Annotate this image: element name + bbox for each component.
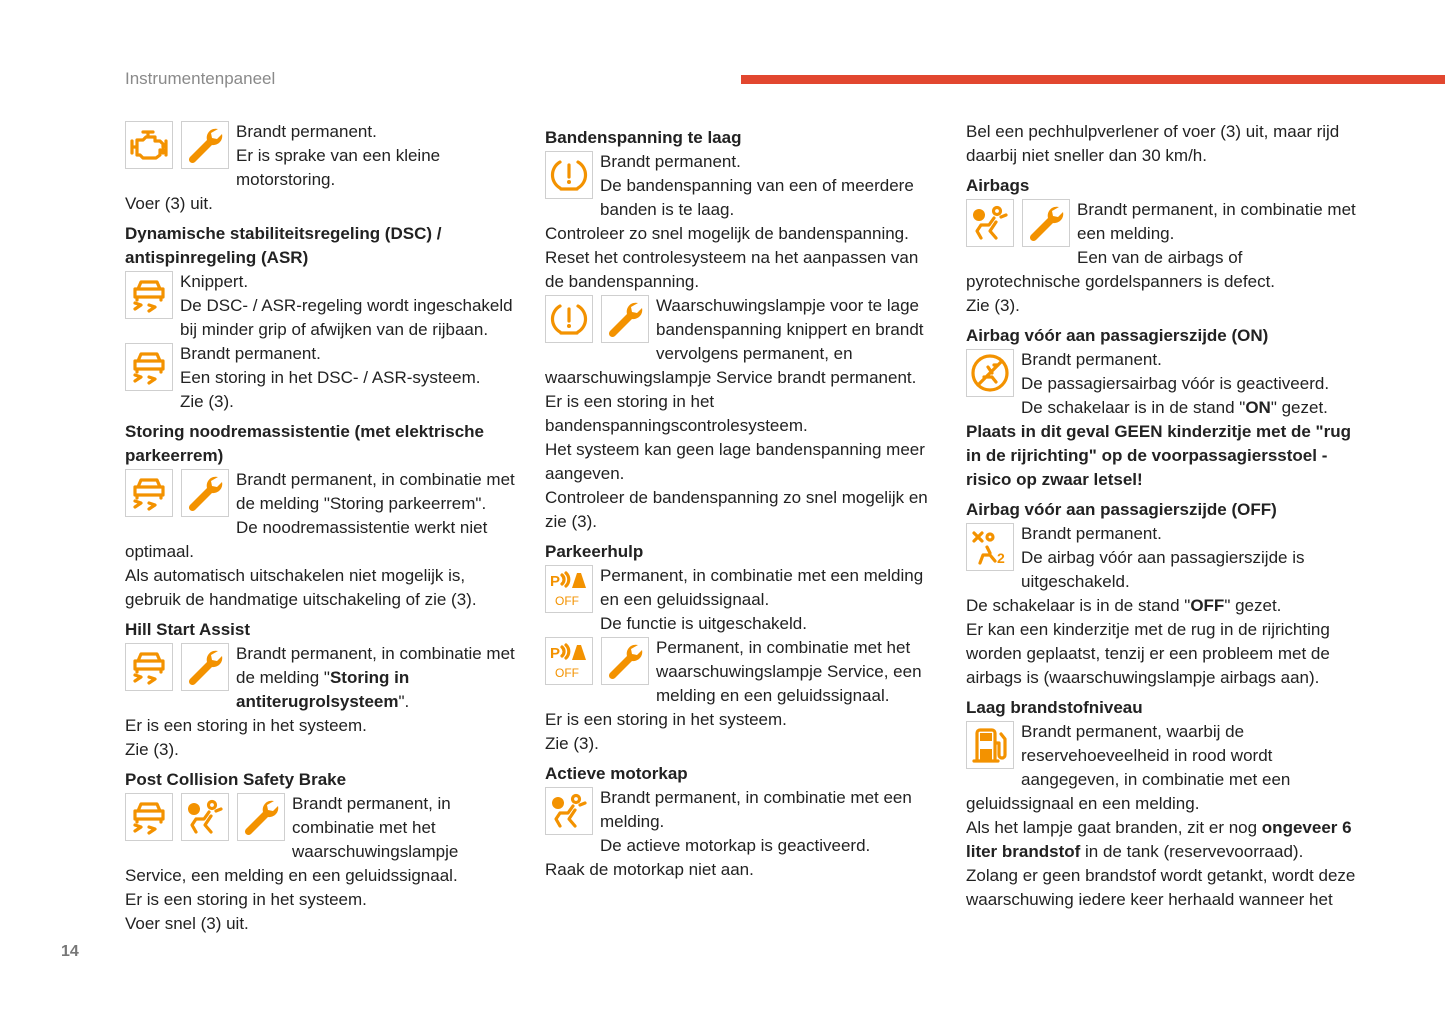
warning-entry [545,636,939,756]
wrench-icon [601,295,649,343]
text-run: Zolang er geen brandstof wordt getankt, wordt deze waarschuwing iedere keer herhaald wanneer het [966,866,1356,909]
text-run: De noodremassistentie werkt niet optimaal. [125,518,488,561]
warning-entry [966,198,1358,318]
section-heading: Hill Start Assist [125,620,251,639]
text-run: Raak de motorkap niet aan. [545,860,754,879]
warning-lamps [545,637,649,685]
text-run: De DSC- / ASR-regeling wordt ingeschakeld bij minder grip of afwijken van de rijbaan. [180,296,513,339]
paragraph [966,618,1358,690]
dsc-icon [125,643,173,691]
text-run: Als automatisch uitschakelen niet mogelijk is, gebruik de handmatige uitschakeling of zie (3). [125,566,477,609]
fuel-icon [966,721,1014,769]
header-accent-bar [741,75,1445,84]
warning-entry [125,270,517,342]
paragraph [545,174,939,222]
warning-lamps [125,643,229,691]
warning-entry [125,468,517,612]
text-run: De schakelaar is in de stand " [966,596,1191,615]
warning-entry [545,294,939,534]
paragraph [966,372,1358,396]
text-run: Brandt permanent. [1021,524,1162,543]
paragraph [966,294,1358,318]
text-run: Het systeem kan geen lage bandenspanning meer aangeven. [545,440,925,483]
text-run: Bel een pechhulpverlener of voer (3) uit, maar rijd daarbij niet sneller dan 30 km/h. [966,122,1340,165]
paragraph [125,294,517,342]
text-run: De passagiersairbag vóór is geactiveerd. [1021,374,1330,393]
column-3 [966,120,1358,912]
airbag-icon [545,787,593,835]
warning-lamps [966,721,1014,769]
text-run: Brandt permanent, in combinatie met een melding. [1077,200,1356,243]
paragraph [966,522,1358,546]
paragraph [545,246,939,294]
warning-entry [966,348,1358,492]
section-heading: Airbag vóór aan passagierszijde (OFF) [966,500,1277,519]
text-run: Er is een storing in het bandenspanningscontrolesysteem. [545,392,808,435]
paragraph [545,486,939,534]
paragraph [966,594,1358,618]
text-run: Er is een storing in het systeem. [125,890,367,909]
text-run: Zie (3). [966,296,1020,315]
warning-entry [125,792,517,936]
text-run: Waarschuwingslampje voor te lage bandenspanning knippert en brandt vervolgens permanent, en waarschuwingslampje Service brandt permanent. [545,296,924,387]
paragraph [545,708,939,732]
text-run: Een van de airbags of pyrotechnische gordelspanners is defect. [966,248,1276,291]
airbag-on-icon [966,349,1014,397]
dsc-icon [125,793,173,841]
paragraph [125,366,517,390]
paragraph [966,420,1358,492]
text-run: Er is een storing in het systeem. [125,716,367,735]
section-heading: Actieve motorkap [545,764,688,783]
dsc-icon [125,469,173,517]
paragraph [125,738,517,762]
warning-lamps [125,121,229,169]
wrench-icon [1022,199,1070,247]
tpms-icon [545,295,593,343]
text-run: De schakelaar is in de stand " [1021,398,1246,417]
text-run: Brandt permanent, in combinatie met de melding "Storing parkeerrem". [236,470,515,513]
text-run: Zie (3). [180,392,234,411]
paragraph [545,858,939,882]
text-run: Brandt permanent. [236,122,377,141]
text-run: Permanent, in combinatie met een melding en een geluidssignaal. [600,566,924,609]
section-heading: Storing noodremassistentie (met elektrische parkeerrem) [125,422,484,465]
text-run: Brandt permanent, waarbij de reservehoeveelheid in rood wordt aangegeven, in combinatie met een geluidssignaal en een melding. [966,722,1291,813]
warning-entry [545,786,939,882]
text-run: Er kan een kinderzitje met de rug in de rijrichting worden geplaatst, tenzij er een probleem met de airbags is (waarschuwingslampje airbags aan). [966,620,1330,687]
tpms-icon [545,151,593,199]
paragraph [966,246,1358,294]
warning-lamps [125,343,173,391]
warning-entry [966,720,1358,912]
text-run: Brandt permanent. [600,152,741,171]
paragraph [545,222,939,246]
text-run: Voer snel (3) uit. [125,914,249,933]
paragraph [125,912,517,936]
text-run: Brandt permanent. [180,344,321,363]
engine-icon [125,121,173,169]
paragraph [125,270,517,294]
section-heading: Bandenspanning te laag [545,128,742,147]
warning-entry [545,150,939,294]
section-heading: Laag brandstofniveau [966,698,1143,717]
paragraph [966,816,1358,864]
text-run: Controleer zo snel mogelijk de bandenspanning. [545,224,909,243]
paragraph [545,612,939,636]
airbag-off-icon [966,523,1014,571]
warning-lamps [545,151,593,199]
paragraph [125,564,517,612]
bold-text: ongeveer 6 liter brandstof [966,818,1352,861]
wrench-icon [237,793,285,841]
paragraph [545,438,939,486]
paragraph [966,348,1358,372]
svg-text:P: P [550,573,561,590]
text-run: Voer (3) uit. [125,194,213,213]
paragraph [125,342,517,366]
section-heading: Dynamische stabiliteitsregeling (DSC) / antispinregeling (ASR) [125,224,442,267]
paragraph [125,192,517,216]
text-run: Brandt permanent, in combinatie met de melding " [236,644,515,687]
svg-text:P: P [550,645,561,662]
warning-lamps [125,271,173,319]
text-run: " gezet. [1224,596,1282,615]
warning-lamps [545,295,649,343]
paragraph [125,390,517,414]
text-run: De bandenspanning van een of meerdere banden is te laag. [600,176,914,219]
park-icon [545,565,593,613]
column-1 [125,120,517,936]
paragraph [125,714,517,738]
airbag-icon [181,793,229,841]
text-run: Controleer de bandenspanning zo snel mogelijk en zie (3). [545,488,928,531]
svg-text:OFF: OFF [555,666,579,680]
svg-text:OFF: OFF [555,594,579,608]
text-run: Knippert. [180,272,249,291]
text-run: Een storing in het DSC- / ASR-systeem. [180,368,481,387]
text-run: Brandt permanent, in combinatie met een melding. [600,788,912,831]
text-run: Reset het controlesysteem na het aanpassen van de bandenspanning. [545,248,919,291]
paragraph [545,390,939,438]
paragraph [545,150,939,174]
paragraph [545,834,939,858]
text-run: Permanent, in combinatie met het waarschuwingslampje Service, een melding en een geluidssignaal. [656,638,922,705]
warning-entry [125,342,517,414]
warning-lamps [966,199,1070,247]
wrench-icon [181,121,229,169]
column-2 [545,120,939,882]
page-number: 14 [61,943,79,960]
wrench-icon [601,637,649,685]
dsc-icon [125,343,173,391]
text-run: Er is een storing in het systeem. [545,710,787,729]
section-heading: Parkeerhulp [545,542,644,561]
paragraph [545,786,939,834]
bold-text: Storing in antiterugrolsysteem [236,668,410,711]
bold-text: OFF [1190,596,1225,615]
wrench-icon [181,469,229,517]
text-run: Als het lampje gaat branden, zit er nog [966,818,1262,837]
paragraph [966,120,1358,168]
text-run: ". [398,692,410,711]
paragraph [966,720,1358,816]
text-run: De airbag vóór aan passagierszijde is uitgeschakeld. [1021,548,1305,591]
text-run: " gezet. [1270,398,1328,417]
park-icon [545,637,593,685]
paragraph [125,888,517,912]
section-heading: Airbags [966,176,1030,195]
warning-lamps [545,787,593,835]
warning-entry [125,642,517,762]
warning-entry [966,120,1358,168]
airbag-icon [966,199,1014,247]
wrench-icon [181,643,229,691]
text-run: Zie (3). [125,740,179,759]
text-run: De functie is uitgeschakeld. [600,614,807,633]
warning-entry [545,564,939,636]
section-heading: Post Collision Safety Brake [125,770,347,789]
text-run: Zie (3). [545,734,599,753]
paragraph [545,564,939,612]
text-run: in de tank (reservevoorraad). [1080,842,1304,861]
warning-lamps [966,523,1014,571]
bold-text: ON [1245,398,1271,417]
section-heading: Airbag vóór aan passagierszijde (ON) [966,326,1269,345]
dsc-icon [125,271,173,319]
paragraph [966,864,1358,912]
text-run: Er is sprake van een kleine motorstoring. [236,146,441,189]
warning-entry [966,522,1358,690]
paragraph [966,546,1358,594]
warning-lamps [125,469,229,517]
warning-entry [125,120,517,216]
warning-lamps [966,349,1014,397]
warning-lamps [125,793,285,841]
text-run: Brandt permanent. [1021,350,1162,369]
text-run: De actieve motorkap is geactiveerd. [600,836,871,855]
paragraph [966,396,1358,420]
warning-lamps [545,565,593,613]
text-run: Brandt permanent, in combinatie met het waarschuwingslampje Service, een melding en een geluidssignaal. [125,794,459,885]
section-title: Instrumentenpaneel [125,69,276,88]
paragraph [125,516,517,564]
bold-text: Plaats in dit geval GEEN kinderzitje met de "rug in de rijrichting" op de voorpassagiersstoel - risico op zwaar letsel! [966,422,1351,489]
paragraph [545,732,939,756]
svg-text:2: 2 [997,550,1005,566]
